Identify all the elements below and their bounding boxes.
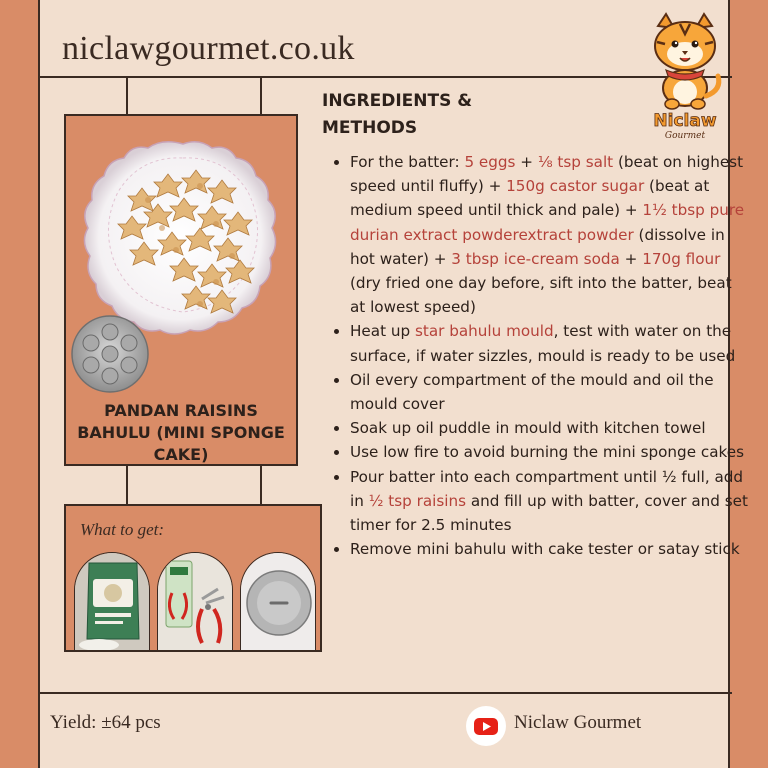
method-step	[350, 368, 750, 416]
connector-mid-left	[126, 466, 128, 504]
step-text: Use low fire to avoid burning the mini sponge cakes	[350, 443, 745, 462]
connector-right	[260, 76, 262, 114]
step-text: Oil every compartment of the mould and oil the mould cover	[350, 370, 714, 414]
recipe-title	[66, 400, 296, 466]
site-name[interactable]: niclawgourmet.co.uk	[62, 30, 355, 67]
step-text: +	[619, 249, 643, 268]
ingredient-highlight: 150g castor sugar	[506, 177, 645, 196]
method-step	[350, 440, 750, 464]
method-step	[350, 319, 750, 367]
tiger-logo-icon	[640, 12, 730, 140]
heading-line-2: METHODS	[322, 118, 418, 138]
product-flour[interactable]	[74, 552, 150, 652]
step-text: (dissolve in hot water) +	[350, 225, 725, 268]
what-to-get-label: What to get:	[80, 520, 165, 539]
yield-text: Yield: ±64 pcs	[50, 712, 161, 733]
step-text: +	[515, 153, 538, 171]
method-step	[350, 465, 750, 538]
step-text: For the batter:	[350, 153, 465, 171]
recipe-title-line-3: CAKE)	[153, 445, 209, 464]
divider-bottom	[40, 692, 732, 694]
step-text: (beat on highest speed until fluffy) +	[350, 153, 744, 196]
divider-top	[40, 76, 732, 78]
flour-pouch-icon	[75, 553, 150, 652]
svg-text:Niclaw: Niclaw	[653, 111, 717, 131]
step-text: (dry fried one day before, sift into the batter, beat at lowest speed)	[350, 274, 732, 317]
method-step	[350, 537, 750, 561]
youtube-channel-link[interactable]: Niclaw Gourmet	[514, 712, 642, 733]
recipe-card	[38, 0, 748, 768]
ingredient-highlight: star bahulu mould	[414, 322, 554, 341]
recipe-photo-panel	[64, 114, 298, 466]
step-text: Heat up	[350, 322, 415, 341]
svg-text:Gourmet: Gourmet	[664, 131, 706, 140]
bahulu-plate-photo	[66, 116, 298, 406]
youtube-icon[interactable]	[466, 706, 506, 746]
section-heading	[322, 88, 522, 142]
step-text: Soak up oil puddle in mould with kitchen towel	[350, 419, 706, 438]
what-to-get-panel	[64, 504, 322, 652]
product-mould-tools[interactable]	[157, 552, 233, 652]
step-text: , test with water on the surface, if water sizzles, mould is ready to be used	[350, 322, 736, 365]
method-step	[350, 150, 750, 319]
product-mould-cover[interactable]	[240, 552, 316, 652]
ingredient-highlight: ½ tsp raisins	[368, 491, 467, 510]
ingredient-highlight: ⅛ tsp salt	[537, 153, 614, 171]
ingredient-highlight: 170g flour	[642, 249, 721, 268]
mould-tools-icon	[158, 553, 233, 652]
step-text: and fill up with batter, cover and set timer for 2.5 minutes	[350, 491, 748, 535]
ingredient-highlight: 5 eggs	[464, 153, 516, 171]
method-step	[350, 416, 750, 440]
step-text: Remove mini bahulu with cake tester or satay stick	[350, 540, 740, 559]
ingredient-highlight: 1½ tbsp pure durian extract powderextract powder	[350, 201, 745, 244]
mould-cover-icon	[241, 553, 316, 652]
connector-mid-right	[260, 466, 262, 504]
step-text: Pour batter into each compartment until ½ full, add in	[350, 467, 744, 510]
connector-left	[126, 76, 128, 114]
recipe-title-line-2: BAHULU (MINI SPONGE	[77, 423, 285, 442]
ingredient-highlight: 3 tbsp ice-cream soda	[451, 249, 620, 268]
method-steps-list	[326, 150, 750, 561]
step-text: (beat at medium speed until thick and pale) +	[350, 177, 710, 220]
recipe-title-line-1: PANDAN RAISINS	[104, 401, 258, 420]
heading-line-1: INGREDIENTS &	[322, 91, 473, 111]
